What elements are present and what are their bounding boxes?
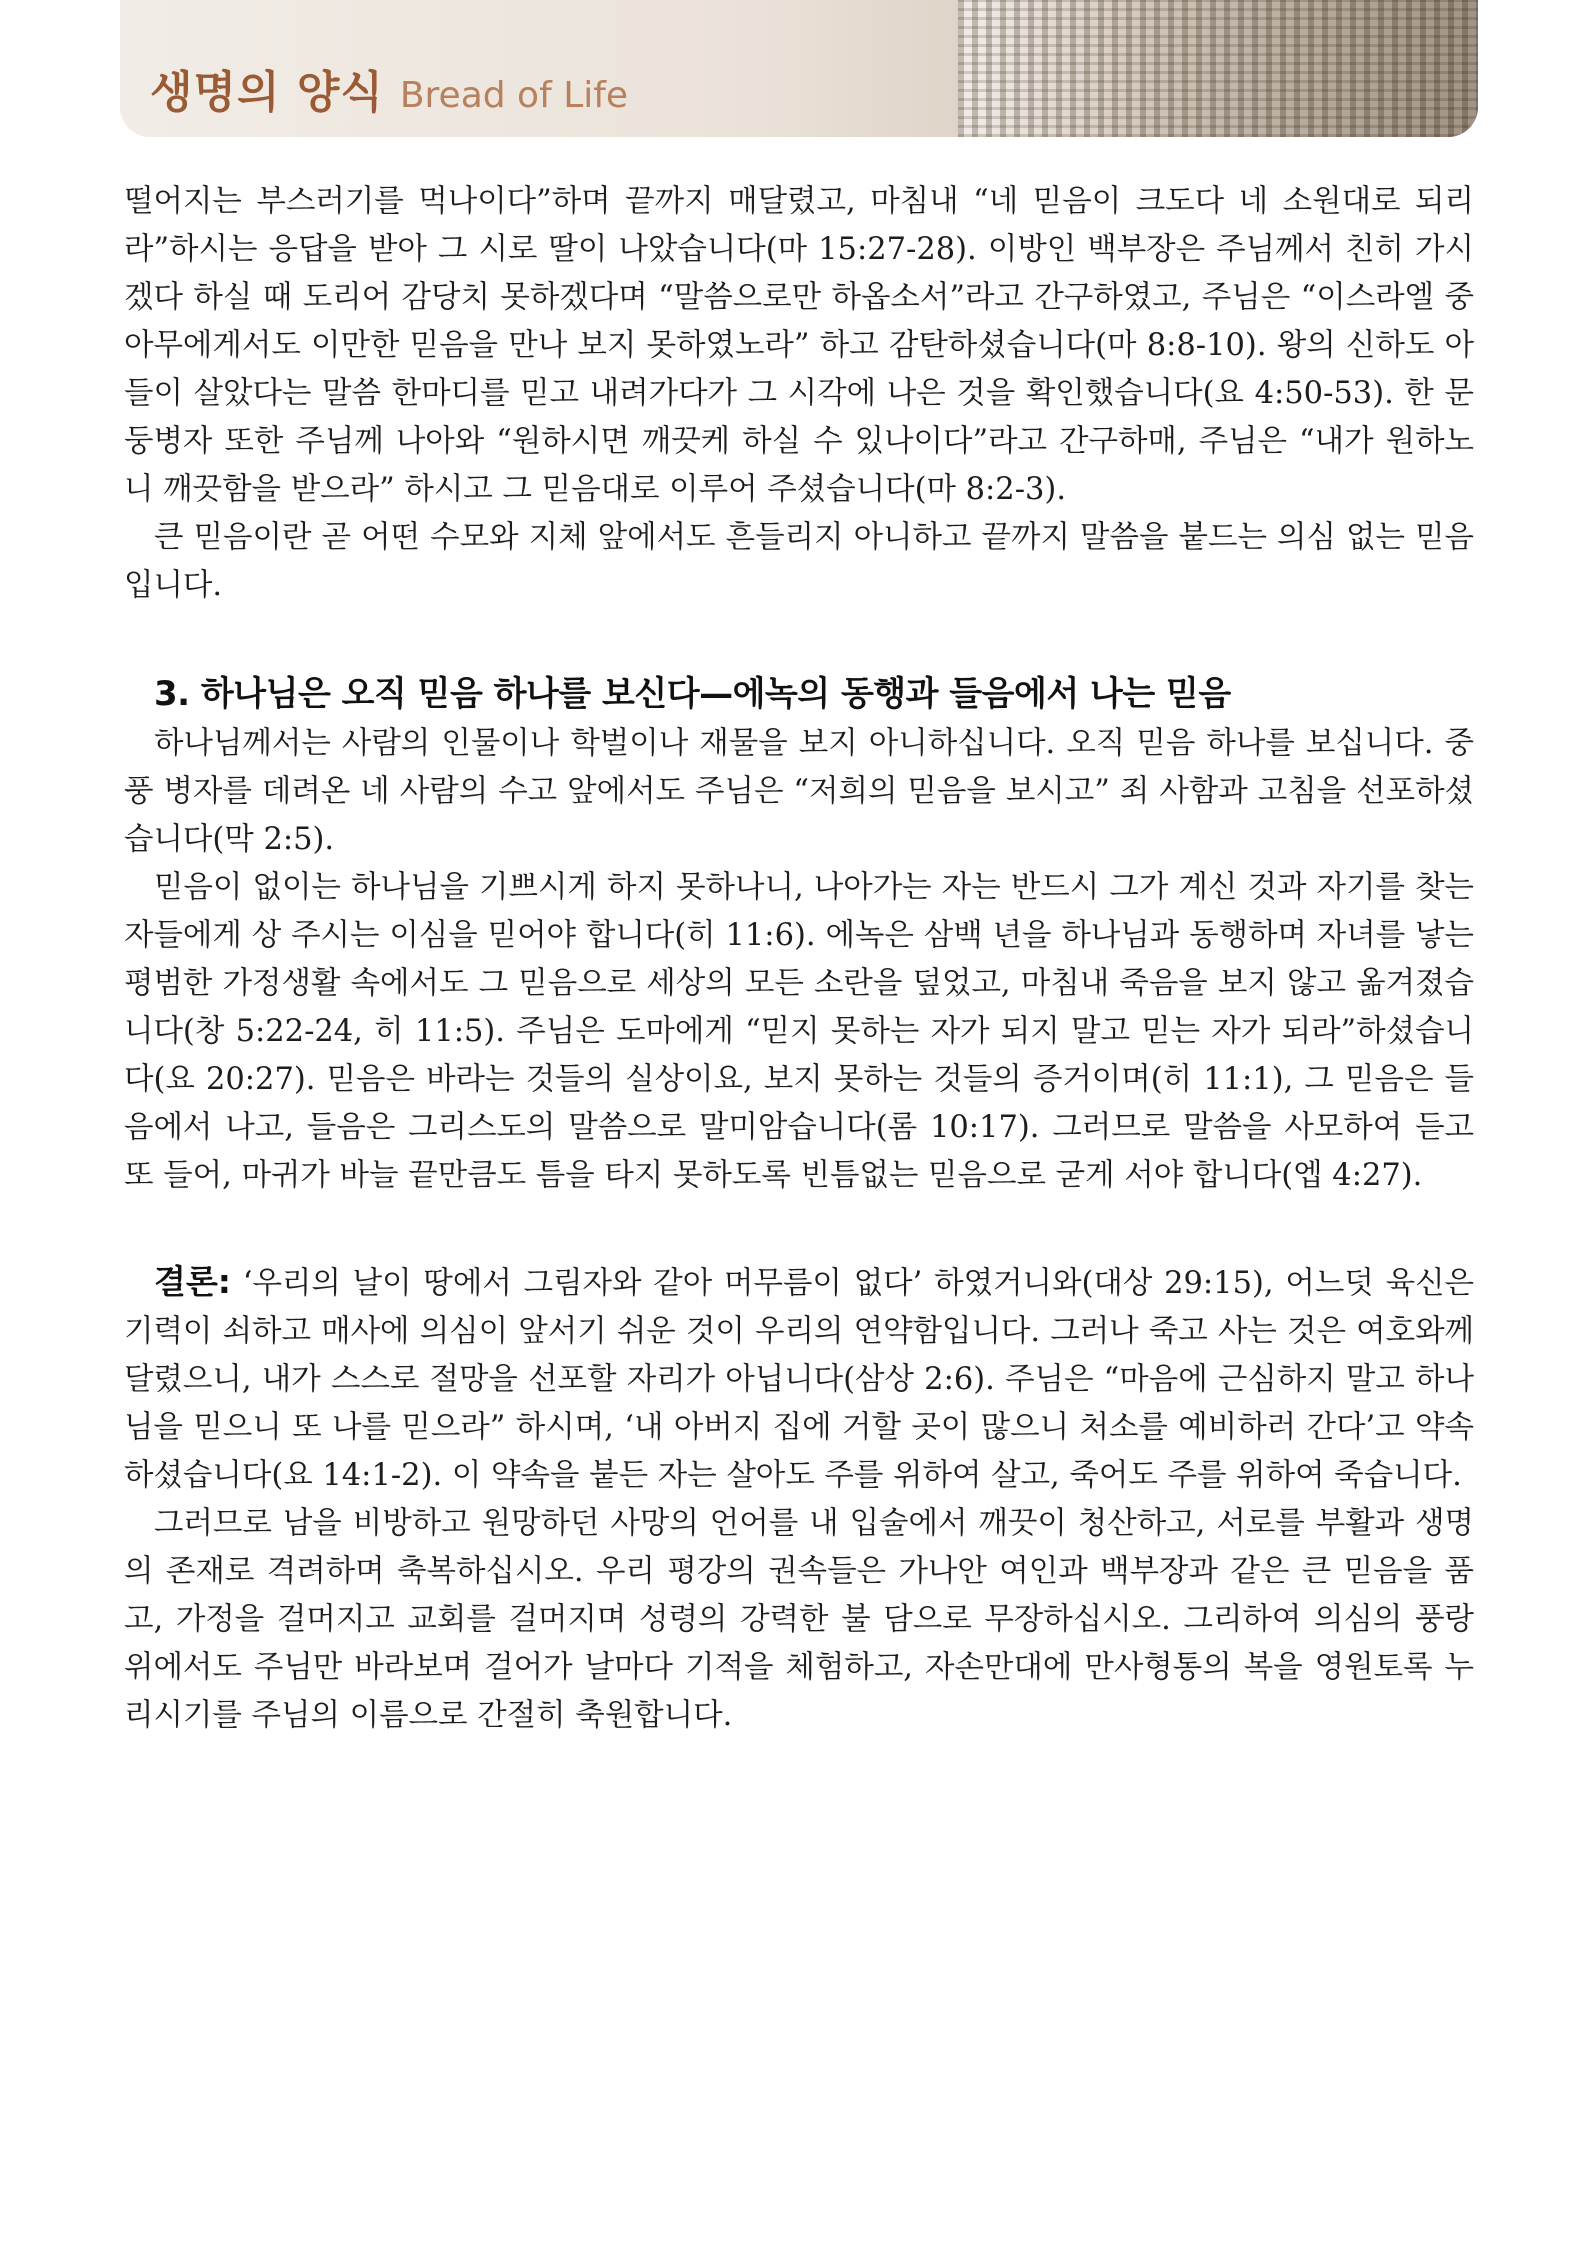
header-photo — [958, 0, 1478, 137]
header-banner — [120, 0, 1478, 137]
conclusion-text: ‘우리의 날이 땅에서 그림자와 같아 머무름이 없다’ 하였거니와(대상 29:15), 어느덧 육신은 기력이 쇠하고 매사에 의심이 앞서기 쉬운 것이 우리의 연약함입니다. 그러나 죽고 사는 것은 여호와께 달렸으니, 내가 스스로 절망을 선포할 자리가 아닙니다(삼상 2:6). 주님은 “마음에 근심하지 말고 하나님을 믿으니 또 나를 믿으라” 하시며, ‘내 아버지 집에 거할 곳이 많으니 처소를 예비하러 간다’고 약속하셨습니다(요 14:1-2). 이 약속을 붙든 자는 살아도 주를 위하여 살고, 죽어도 주를 위하여 죽습니다. — [124, 1266, 1474, 1493]
paragraph-4: 믿음이 없이는 하나님을 기쁘시게 하지 못하나니, 나아가는 자는 반드시 그가 계신 것과 자기를 찾는 자들에게 상 주시는 이심을 믿어야 합니다(히 11:6). 에녹은 삼백 년을 하나님과 동행하며 자녀를 낳는 평범한 가정생활 속에서도 그 믿음으로 세상의 모든 소란을 덮었고, 마침내 죽음을 보지 않고 옮겨졌습니다(창 5:22-24, 히 11:5). 주님은 도마에게 “믿지 못하는 자가 되지 말고 믿는 자가 되라”하셨습니다(요 20:27). 믿음은 바라는 것들의 실상이요, 보지 못하는 것들의 증거이며(히 11:1), 그 믿음은 들음에서 나고, 들음은 그리스도의 말씀으로 말미암습니다(롬 10:17). 그러므로 말씀을 사모하여 듣고 또 들어, 마귀가 바늘 끝만큼도 틈을 타지 못하도록 빈틈없는 믿음으로 굳게 서야 합니다(엡 4:27). — [124, 870, 1474, 1193]
conclusion-label: 결론: — [154, 1262, 231, 1301]
article-body — [124, 178, 1474, 1740]
header-title — [150, 56, 628, 120]
paragraph-6: 그러므로 남을 비방하고 원망하던 사망의 언어를 내 입술에서 깨끗이 청산하고, 서로를 부활과 생명의 존재로 격려하며 축복하십시오. 우리 평강의 권속들은 가나안 여인과 백부장과 같은 큰 믿음을 품고, 가정을 걸머지고 교회를 걸머지며 성령의 강력한 불 담으로 무장하십시오. 그리하여 의심의 풍랑 위에서도 주님만 바라보며 걸어가 날마다 기적을 체험하고, 자손만대에 만사형통의 복을 영원토록 누리시기를 주님의 이름으로 간절히 축원합니다. — [124, 1506, 1474, 1733]
header-title-korean: 생명의 양식 — [150, 67, 384, 118]
spacer — [124, 1200, 1474, 1258]
paragraph-3: 하나님께서는 사람의 인물이나 학벌이나 재물을 보지 아니하십니다. 오직 믿음 하나를 보십니다. 중풍 병자를 데려온 네 사람의 수고 앞에서도 주님은 “저희의 믿음을 보시고” 죄 사함과 고침을 선포하셨습니다(막 2:5). — [124, 726, 1474, 857]
conclusion-paragraph — [124, 1258, 1474, 1500]
paragraph-1: 떨어지는 부스러기를 먹나이다”하며 끝까지 매달렸고, 마침내 “네 믿음이 크도다 네 소원대로 되리라”하시는 응답을 받아 그 시로 딸이 나았습니다(마 15:27-28). 이방인 백부장은 주님께서 친히 가시겠다 하실 때 도리어 감당치 못하겠다며 “말씀으로만 하옵소서”라고 간구하였고, 주님은 “이스라엘 중 아무에게서도 이만한 믿음을 만나 보지 못하였노라” 하고 감탄하셨습니다(마 8:8-10). 왕의 신하도 아들이 살았다는 말씀 한마디를 믿고 내려가다가 그 시각에 나은 것을 확인했습니다(요 4:50-53). 한 문둥병자 또한 주님께 나아와 “원하시면 깨끗케 하실 수 있나이다”라고 간구하매, 주님은 “내가 원하노니 깨끗함을 받으라” 하시고 그 믿음대로 이루어 주셨습니다(마 8:2-3). — [124, 184, 1474, 507]
section-3-heading: 3. 하나님은 오직 믿음 하나를 보신다—에녹의 동행과 들음에서 나는 믿음 — [154, 674, 1231, 714]
paragraph-2: 큰 믿음이란 곧 어떤 수모와 지체 앞에서도 흔들리지 아니하고 끝까지 말씀을 붙드는 의심 없는 믿음입니다. — [124, 520, 1474, 603]
spacer — [124, 610, 1474, 668]
header-title-english: Bread of Life — [399, 75, 629, 116]
